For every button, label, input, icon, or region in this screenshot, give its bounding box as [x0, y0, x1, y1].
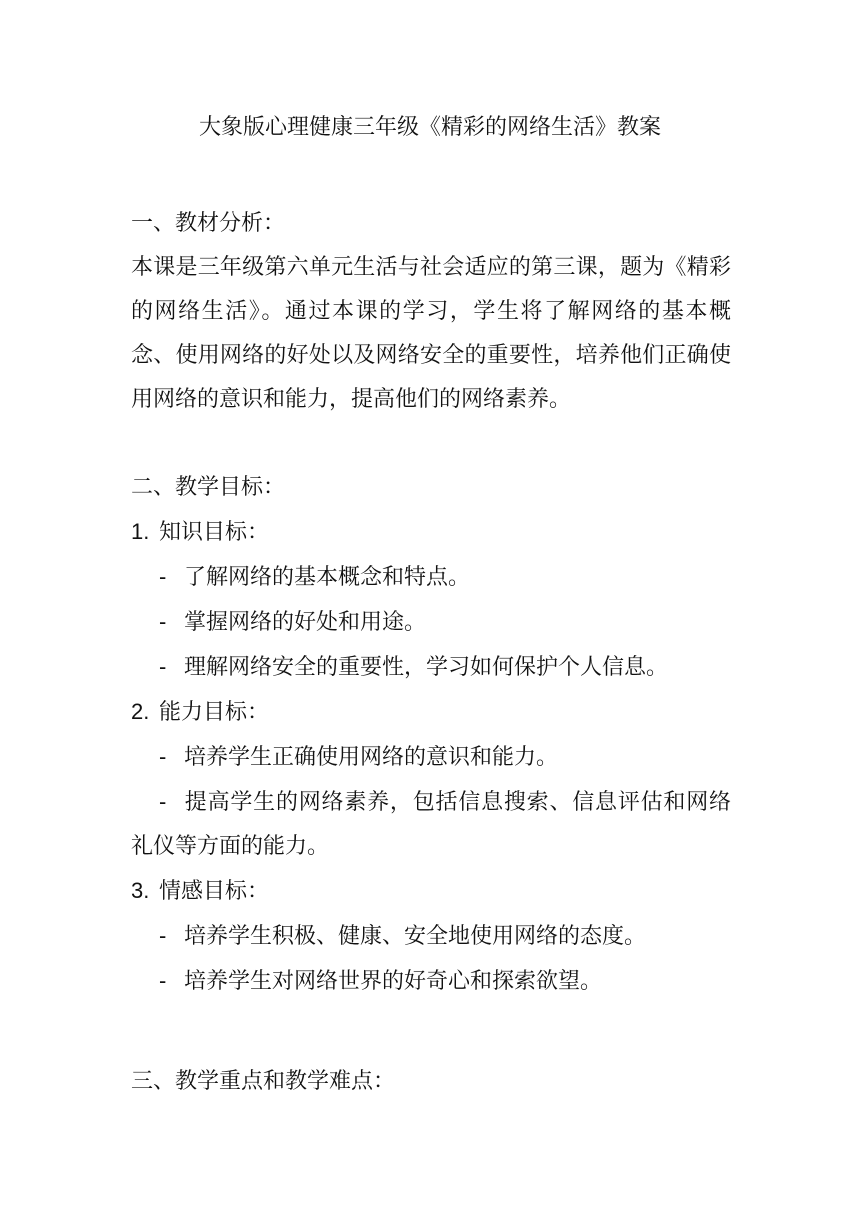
goal-ability [131, 690, 731, 735]
section-teaching-goals [131, 466, 731, 1004]
list-item: - 培养学生正确使用网络的意识和能力。 [131, 735, 731, 780]
goal-number: 2. [131, 699, 150, 724]
section-heading: 三、教学重点和教学难点： [131, 1069, 396, 1094]
dash-marker: - [159, 609, 167, 634]
goal-number: 3. [131, 878, 150, 903]
list-item: - 培养学生对网络世界的好奇心和探索欲望。 [131, 959, 731, 1004]
goal-label: 情感目标： [159, 879, 270, 904]
goal-label: 能力目标： [159, 700, 270, 725]
goal-knowledge [131, 510, 731, 555]
list-item: - 了解网络的基本概念和特点。 [131, 555, 731, 600]
dash-marker: - [159, 654, 167, 679]
dash-marker: - [159, 923, 167, 948]
dash-marker: - [159, 564, 167, 589]
section-heading: 一、教材分析： [131, 211, 286, 236]
list-item: - 提高学生的网络素养，包括信息搜索、信息评估和网络礼仪等方面的能力。 [131, 780, 731, 869]
goal-number: 1. [131, 519, 150, 544]
dash-marker: - [159, 968, 167, 993]
section-heading: 二、教学目标： [131, 475, 286, 500]
document-title: 大象版心理健康三年级《精彩的网络生活》教案 [198, 115, 661, 140]
section-paragraph: 本课是三年级第六单元生活与社会适应的第三课，题为《精彩的网络生活》。通过本课的学习，学生将了解网络的基本概念、使用网络的好处以及网络安全的重要性，培养他们正确使用网络的意识和能力，提高他们的网络素养。 [131, 255, 731, 412]
section-key-points [131, 1060, 731, 1104]
list-item: - 培养学生积极、健康、安全地使用网络的态度。 [131, 914, 731, 959]
section-textbook-analysis [131, 202, 731, 422]
goal-label: 知识目标： [159, 520, 270, 545]
dash-marker: - [159, 744, 167, 769]
goal-emotion [131, 869, 731, 914]
dash-marker: - [159, 789, 167, 814]
list-item: - 掌握网络的好处和用途。 [131, 600, 731, 645]
list-item: - 理解网络安全的重要性，学习如何保护个人信息。 [131, 645, 731, 690]
